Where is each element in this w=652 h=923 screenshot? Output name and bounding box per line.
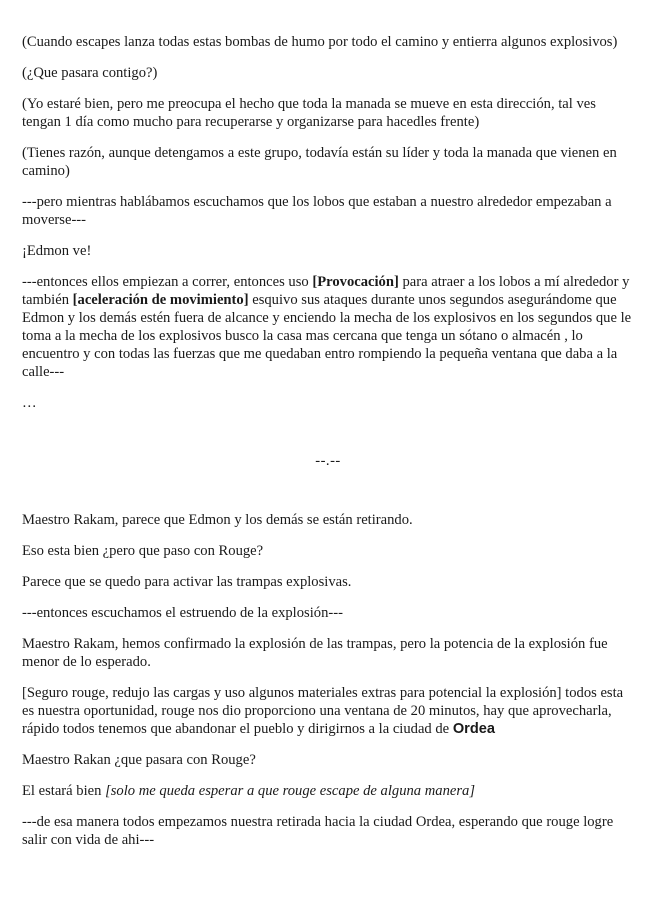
paragraph: Maestro Rakam, hemos confirmado la explosión de las trampas, pero la potencia de la explosión fue menor de lo esperado.	[22, 636, 608, 670]
section-divider: --.--	[315, 453, 341, 469]
paragraph: ¡Edmon ve!	[22, 243, 92, 259]
paragraph: Maestro Rakam, parece que Edmon y los demás se están retirando.	[22, 512, 413, 528]
paragraph	[22, 684, 634, 738]
paragraph: (¿Que pasara contigo?)	[22, 65, 158, 81]
text-run: esquivo sus ataques durante unos segundos asegurándome que Edmon y los demás estén fuera de alcance y enciendo la mecha de los explosivos en los segundos que le toma a la mecha de los explosivos busco la casa mas cercana que tenga un sótano o almacén , lo encuentro y con todas las fuerzas que me quedaban entro rompiendo la pequeña ventana que daba a la calle---	[22, 292, 632, 380]
paragraph: (Cuando escapes lanza todas estas bombas de humo por todo el camino y entierra algunos explosivos)	[22, 34, 618, 50]
paragraph: Parece que se quedo para activar las trampas explosivas.	[22, 574, 352, 590]
text-run: para atraer a los lobos a mí alrededor y también	[22, 274, 630, 308]
text-run: ---entonces ellos empiezan a correr, entonces uso	[22, 274, 313, 290]
paragraph: (Yo estaré bien, pero me preocupa el hecho que toda la manada se mueve en esta dirección, tal ves tengan 1 día como mucho para recuperarse y organizarse para hacedles frente)	[22, 96, 596, 130]
paragraph: Eso esta bien ¿pero que paso con Rouge?	[22, 543, 264, 559]
paragraph: ---entonces escuchamos el estruendo de la explosión---	[22, 605, 343, 621]
text-run: El estará bien	[22, 783, 106, 799]
paragraph: Maestro Rakan ¿que pasara con Rouge?	[22, 752, 256, 768]
text-run: [Seguro rouge, redujo las cargas y uso algunos materiales extras para potencial la explosión] todos esta es nuestra oportunidad, rouge nos dio proporciono una ventana de 20 minutos, hay que aprovecharla, rápido todos tenemos que abandonar el pueblo y dirigirnos a la ciudad de	[22, 685, 624, 737]
section-2	[22, 511, 634, 849]
city-name-ordea: Ordea	[452, 721, 495, 737]
document-page	[22, 33, 634, 862]
skill-name-aceleracion: [aceleración de movimiento]	[72, 292, 249, 308]
paragraph: ---de esa manera todos empezamos nuestra retirada hacia la ciudad Ordea, esperando que rouge logre salir con vida de ahi---	[22, 814, 614, 848]
inner-thought: [solo me queda esperar a que rouge escape de alguna manera]	[105, 783, 475, 799]
paragraph: (Tienes razón, aunque detengamos a este grupo, todavía están su líder y toda la manada que vienen en camino)	[22, 145, 617, 179]
skill-name-provocacion: [Provocación]	[312, 274, 399, 290]
paragraph	[22, 273, 634, 381]
paragraph: ---pero mientras hablábamos escuchamos que los lobos que estaban a nuestro alrededor empezaban a moverse---	[22, 194, 612, 228]
ellipsis: …	[22, 395, 37, 411]
paragraph	[22, 782, 634, 800]
